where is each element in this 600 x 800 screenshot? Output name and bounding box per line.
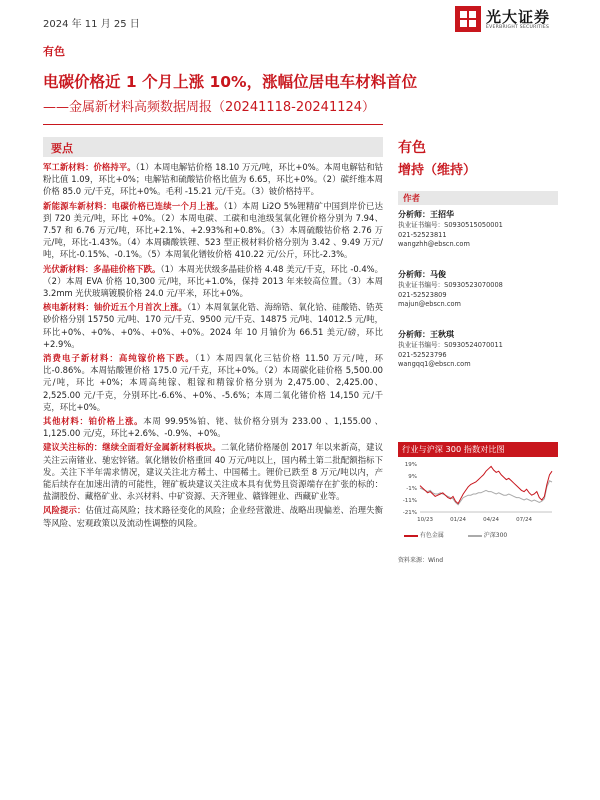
- y-tick-label: 19%: [404, 462, 417, 468]
- summary-body: [43, 161, 383, 531]
- brand-logo: [455, 6, 565, 36]
- chart-title: 行业与沪深 300 指数对比图: [402, 444, 505, 454]
- y-tick-label: -21%: [402, 510, 417, 516]
- analyst-card: [398, 329, 558, 370]
- analyst-phone: 021-52523796: [398, 350, 447, 359]
- chart-source: 资料来源：Wind: [398, 557, 444, 564]
- paragraph-keyword: 军工新材料：价格持平。: [43, 162, 136, 172]
- paragraph-keyword: 核电新材料：铀价近五个月首次上涨。: [43, 302, 188, 313]
- paragraph-text: （1）本周四氧化三钴价格 11.50 万元/吨，环比-0.86%。本周钴酸锂价格 175.0 元/千克，环比+0%。（2）本周碳化硅价格 5,500.00 元/吨，环比 +0%；本周高纯镓、粗镓和精镓价格分别为 2,475.00、2,425.00、2,525.00 元/千克，分别环比-6.6%、+0%、-5.6%；本周二氧化锗价格 14,150 元/千克，环比+0%。: [43, 353, 384, 412]
- analyst-phone: 021-52523811: [398, 230, 447, 239]
- x-tick-label: 07/24: [516, 517, 533, 523]
- analyst-email[interactable]: wangqq1@ebscn.com: [398, 360, 471, 369]
- chart-legend: [404, 530, 507, 539]
- index-comparison-chart: [398, 458, 558, 558]
- paragraph-keyword: 消费电子新材料：高纯镓价格下跌。: [43, 353, 195, 364]
- analyst-card: [398, 209, 558, 250]
- analyst-name: 分析师：王秋琪: [398, 330, 454, 339]
- paragraph-keyword: 光伏新材料：多晶硅价格下跌。: [43, 263, 161, 274]
- paragraph-keyword: 新能源车新材料：电碳价格已连续一个月上涨。: [43, 200, 224, 211]
- legend-label-metal: 有色金属: [419, 532, 444, 539]
- y-tick-label: -11%: [402, 498, 417, 504]
- paragraph-text: （1）本周氧氯化锆、海绵锆、氧化铪、硅酸锆、锆英砂价格分别 15750 元/吨、170 元/千克、9500 元/千克、14875 元/吨、14012.5 元/吨，环比+0%、+0%、+0%、+0%、+0%。2024 年 10 月铀价为 66.51 美元/磅，环比+2.9%。: [43, 302, 383, 349]
- logo-mark-icon: [455, 6, 481, 32]
- paragraph-military: [43, 161, 383, 198]
- paragraph-nuclear: [43, 301, 383, 350]
- analyst-phone: 021-52523809: [398, 290, 447, 299]
- logo-subtitle: EVERBRIGHT SECURITIES: [486, 25, 550, 30]
- series-line-csi300: [420, 481, 552, 505]
- report-subtitle: ——金属新材料高频数据周报（20241118-20241124）: [43, 100, 376, 115]
- summary-header: [43, 137, 383, 157]
- report-title: 电碳价格近 1 个月上涨 10%，涨幅位居电车材料首位: [43, 73, 418, 91]
- paragraph-text: 本周 99.95%铂、铑、钛价格分别为 233.00 、1,155.00 、1,125.00 元/克，环比+2.6%、-0.9%、+0%。: [43, 416, 384, 439]
- report-date: 2024 年 11 月 25 日: [43, 19, 140, 30]
- paragraph-text: 估值过高风险；技术路径变化的风险；企业经营激进、战略出现偏差、治理失衡等风险、宏观政策以及流动性调整的风险。: [43, 505, 384, 528]
- paragraph-keyword: 其他材料：铂价格上涨。: [43, 416, 144, 427]
- y-tick-label: 9%: [408, 474, 417, 480]
- paragraph-text: （1）本周光伏级多晶硅价格 4.48 美元/千克，环比 -0.4%。（2）本周 EVA 价格 10,300 元/吨，环比+1.0%，保持 2013 年来较高位置。（3）本周 3.2mm 光伏玻璃镀膜价格 24.0 元/平米，环比+0%。: [43, 263, 384, 299]
- paragraph-text: （1）本周 Li2O 5%锂精矿中国到岸价已达到 720 美元/吨，环比 +0%。（2）本周电碳、工碳和电池级氢氧化锂价格分别为 7.94、7.57 和 6.76 万元/吨，环比+2.1%、+2.93%和+0.8%。（3）本周硫酸钴价格 2.76 万元/吨，环比-1.43%。（4）本周磷酸铁锂、523 型正极材料价格分别为 3.42 、9.49 万元/吨，环比-0.15%、-0.1%。（5）本周氧化镨钕价格 410.22 元/公斤，环比-2.3%。: [43, 200, 383, 260]
- title-divider: [43, 124, 383, 125]
- analyst-name: 分析师：马俊: [398, 270, 446, 279]
- legend-swatch-metal: [404, 535, 418, 537]
- rating-value: 增持（维持）: [398, 163, 477, 178]
- paragraph-pv: [43, 263, 383, 300]
- chart-title-bar: [398, 442, 558, 457]
- author-title: 作者: [403, 194, 421, 204]
- paragraph-ev: [43, 200, 383, 261]
- legend-label-csi300: 沪深300: [483, 532, 508, 539]
- y-tick-label: -1%: [406, 486, 417, 492]
- industry-label: 有色: [43, 45, 65, 58]
- analyst-cert: 执业证书编号：S0930523070008: [398, 281, 503, 289]
- author-header: [398, 191, 558, 205]
- legend-swatch-csi300: [468, 535, 482, 537]
- paragraph-text: （1）本周电解钴价格 18.10 万元/吨，环比+0%。本周电解钴和钴粉比值 1.09，环比+0%；电解钴和硫酸钴价格比值为 6.65，环比+0%。（2）碳纤维本周价格 85.0 元/千克，环比+0%。毛利 -15.21 元/千克。（3）铍价格持平。: [43, 162, 384, 197]
- paragraph-keyword: 建议关注标的：继续全面看好金属新材料板块。: [43, 442, 221, 453]
- x-tick-label: 04/24: [483, 517, 500, 523]
- analyst-cert: 执业证书编号：S0930515050001: [398, 221, 503, 229]
- paragraph-recommend: [43, 441, 383, 502]
- series-line-metal: [420, 466, 552, 503]
- x-tick-label: 10/23: [417, 517, 434, 523]
- paragraph-keyword: 风险提示：: [43, 505, 86, 516]
- paragraph-other: [43, 415, 383, 439]
- paragraph-electronics: [43, 352, 383, 413]
- summary-title: 要点: [51, 142, 73, 155]
- analyst-card: [398, 269, 558, 310]
- analyst-name: 分析师：王招华: [398, 210, 454, 219]
- logo-name: 光大证券: [486, 8, 551, 26]
- paragraph-text: 二氧化锗价格屡创 2017 年以来新高，建议关注云南锗业、驰宏锌锗。氧化镨钕价格重回 40 万元/吨以上，国内稀土第二批配额指标下发。关注下半年需求情况，建议关注北方稀土、中国稀土。锂价已跌至 8 万元/吨以内，产能后续存在加速出清的可能性，锂矿板块建议关注成本具有优势且资源端存在扩张的标的：盐湖股份、藏格矿业、永兴材料、中矿资源、天齐锂业、赣锋锂业、西藏矿业等。: [43, 442, 384, 502]
- analyst-email[interactable]: wangzhh@ebscn.com: [398, 240, 470, 249]
- analyst-cert: 执业证书编号：S0930524070011: [398, 341, 503, 349]
- x-tick-label: 01/24: [450, 517, 467, 523]
- rating-industry: 有色: [398, 140, 426, 156]
- paragraph-risk: [43, 504, 383, 528]
- analyst-email[interactable]: majun@ebscn.com: [398, 300, 461, 309]
